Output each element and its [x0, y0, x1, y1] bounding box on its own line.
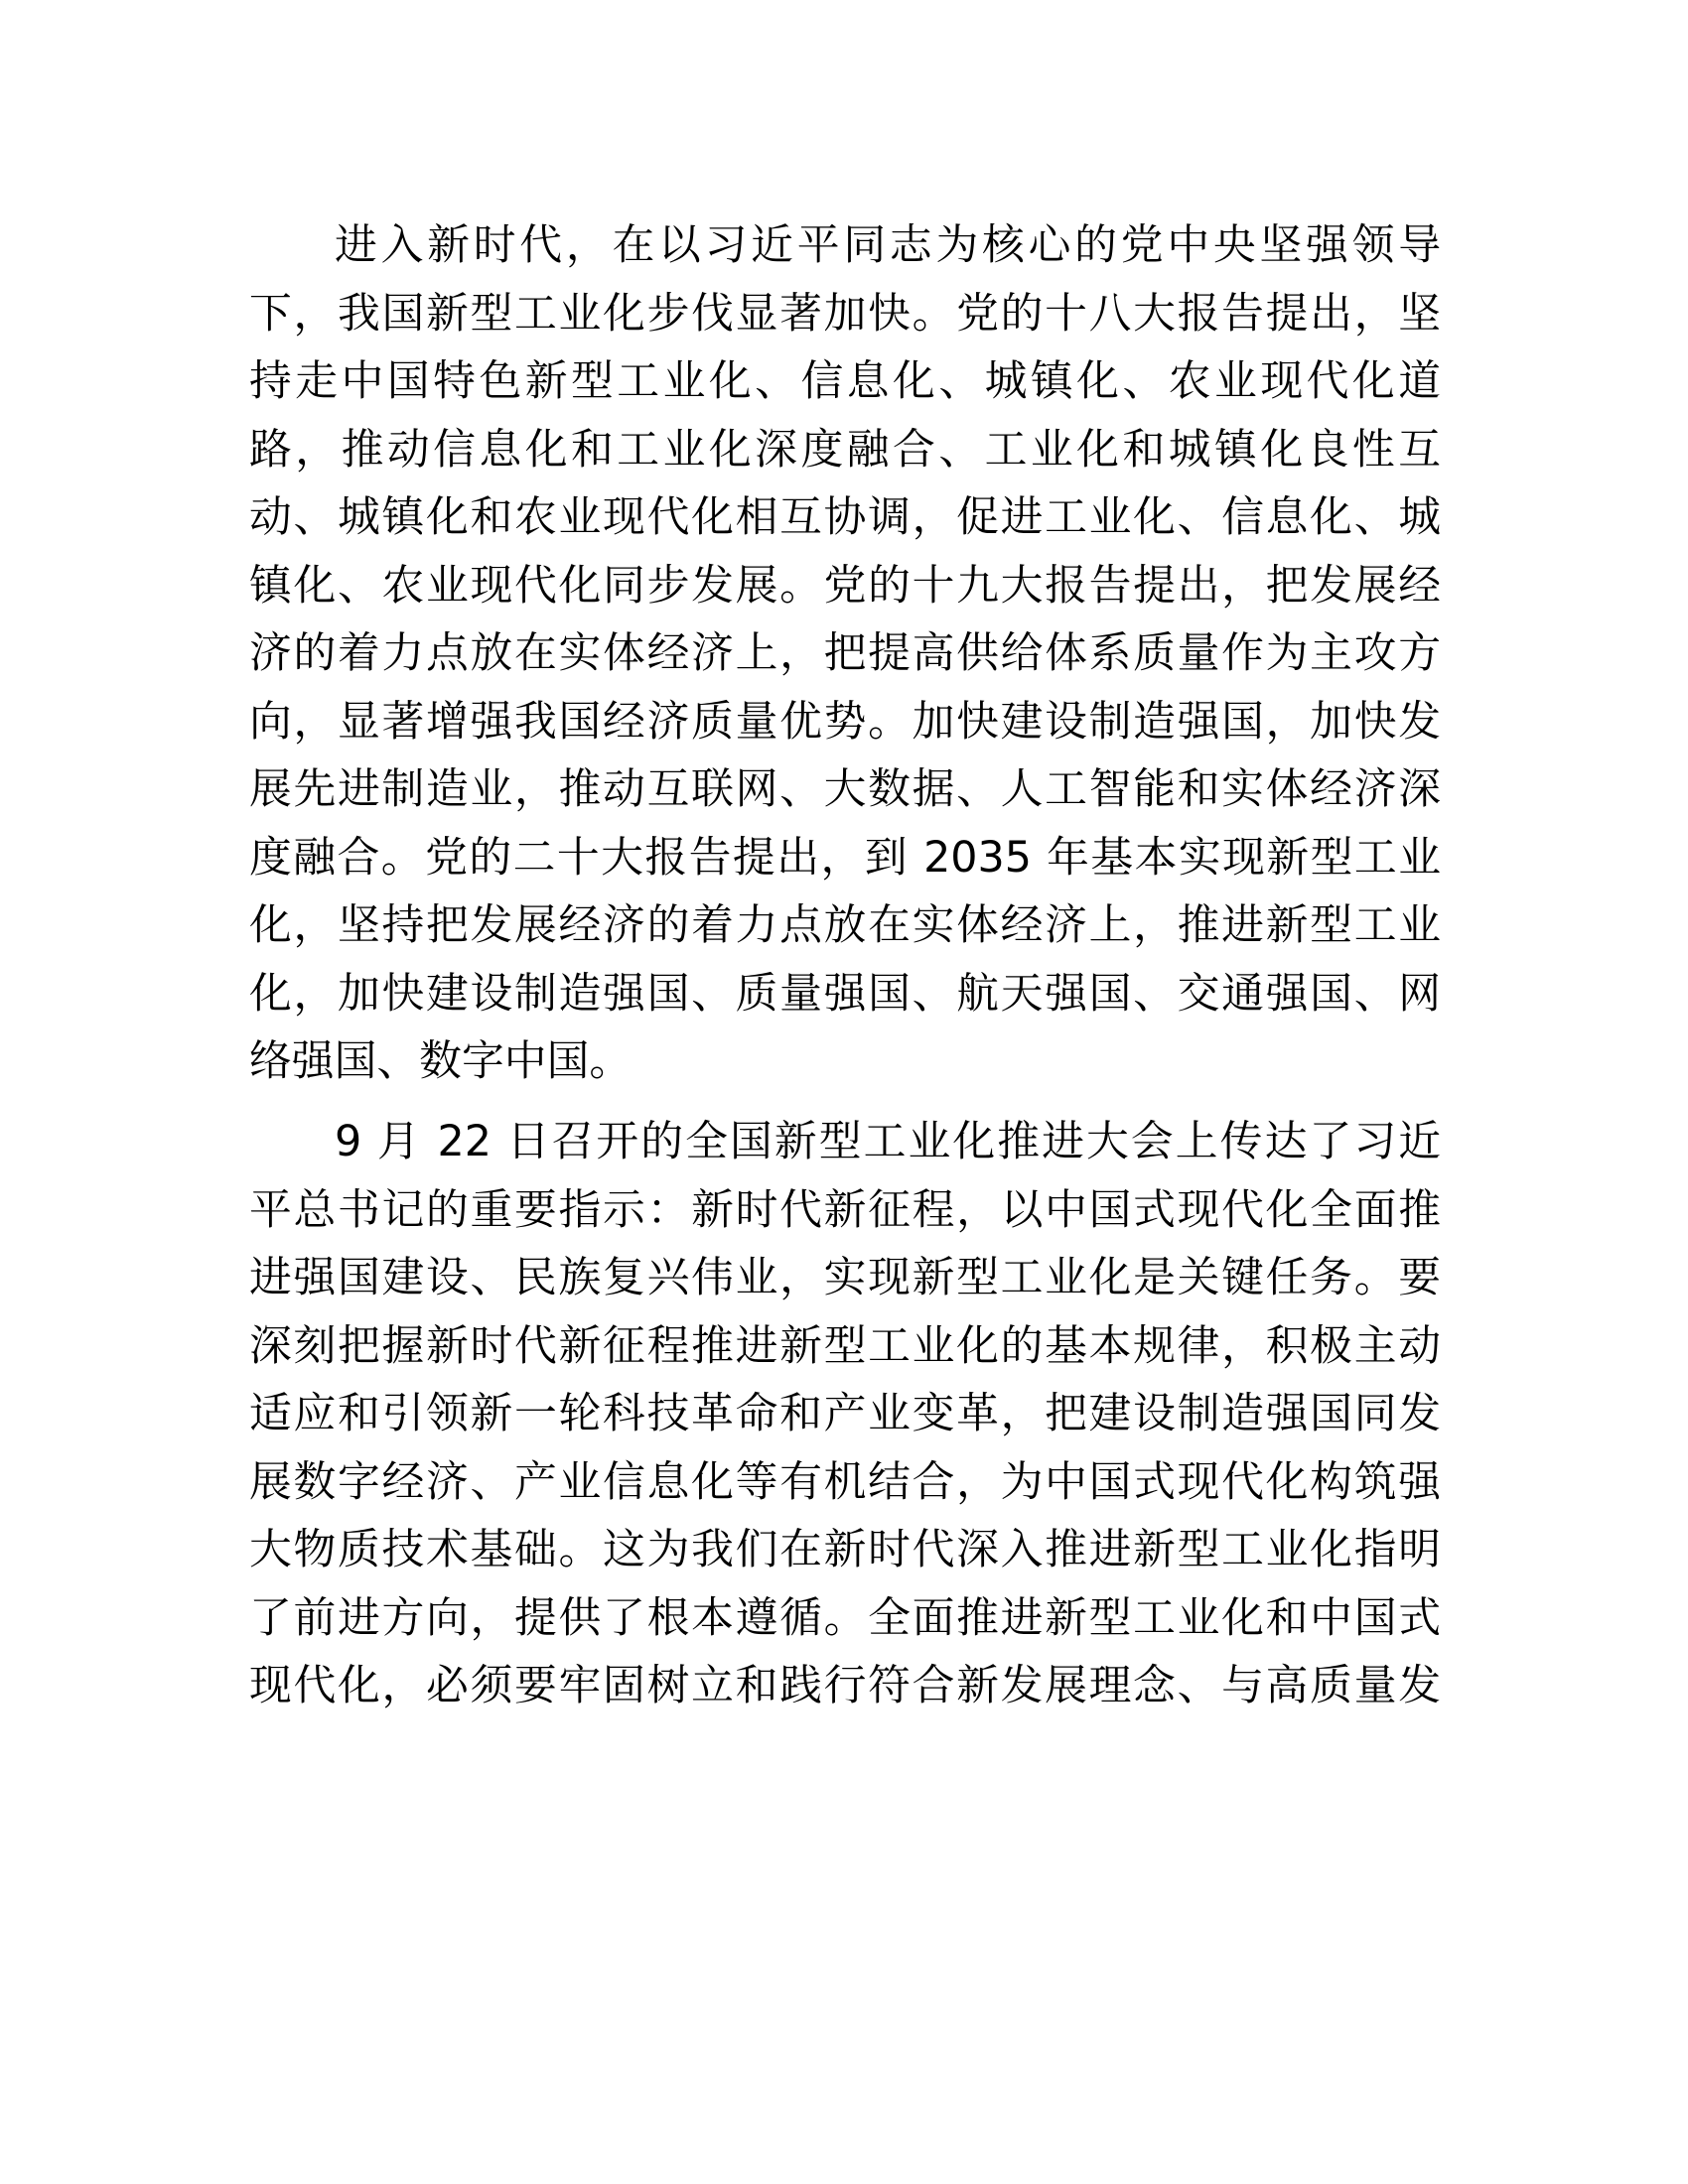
text-line: 大物质技术基础。这为我们在新时代深入推进新型工业化指明 [249, 1525, 1441, 1574]
text-line: 度融合。党的二十大报告提出，到 2035 年基本实现新型工业 [249, 832, 1441, 883]
text-line: 镇化、农业现代化同步发展。党的十九大报告提出，把发展经 [249, 560, 1441, 611]
text-line: 展先进制造业，推动互联网、大数据、人工智能和实体经济深 [249, 764, 1441, 814]
text-line: 展数字经济、产业信息化等有机结合，为中国式现代化构筑强 [249, 1456, 1441, 1507]
text-line: 持走中国特色新型工业化、信息化、城镇化、农业现代化道 [249, 356, 1441, 406]
paragraph-2 [249, 1108, 1441, 1720]
text-line: 化，坚持把发展经济的着力点放在实体经济上，推进新型工业 [249, 900, 1441, 950]
text-line: 9 月 22 日召开的全国新型工业化推进大会上传达了习近 [335, 1117, 1441, 1166]
text-line: 进强国建设、民族复兴伟业，实现新型工业化是关键任务。要 [249, 1253, 1441, 1302]
text-line: 化，加快建设制造强国、质量强国、航天强国、交通强国、网 [249, 968, 1441, 1019]
text-line: 向，显著增强我国经济质量优势。加快建设制造强国，加快发 [249, 696, 1441, 747]
text-line: 动、城镇化和农业现代化相互协调，促进工业化、信息化、城 [249, 492, 1441, 542]
text-line: 路，推动信息化和工业化深度融合、工业化和城镇化良性互 [249, 424, 1441, 475]
text-line: 适应和引领新一轮科技革命和产业变革，把建设制造强国同发 [249, 1389, 1441, 1438]
text-line: 深刻把握新时代新征程推进新型工业化的基本规律，积极主动 [249, 1320, 1441, 1371]
text-line: 济的着力点放在实体经济上，把提高供给体系质量作为主攻方 [249, 628, 1441, 678]
text-line: 现代化，必须要牢固树立和践行符合新发展理念、与高质量发 [249, 1661, 1441, 1710]
text-line: 了前进方向，提供了根本遵循。全面推进新型工业化和中国式 [249, 1592, 1441, 1643]
paragraph-1 [249, 211, 1441, 1096]
text-line: 络强国、数字中国。 [249, 1036, 633, 1086]
document-body [249, 211, 1441, 1720]
paragraph-spacing [249, 1096, 1441, 1109]
text-line: 进入新时代，在以习近平同志为核心的党中央坚强领导 [335, 220, 1441, 270]
text-line: 平总书记的重要指示：新时代新征程，以中国式现代化全面推 [249, 1184, 1441, 1235]
text-line: 下，我国新型工业化步伐显著加快。党的十八大报告提出，坚 [249, 288, 1441, 339]
